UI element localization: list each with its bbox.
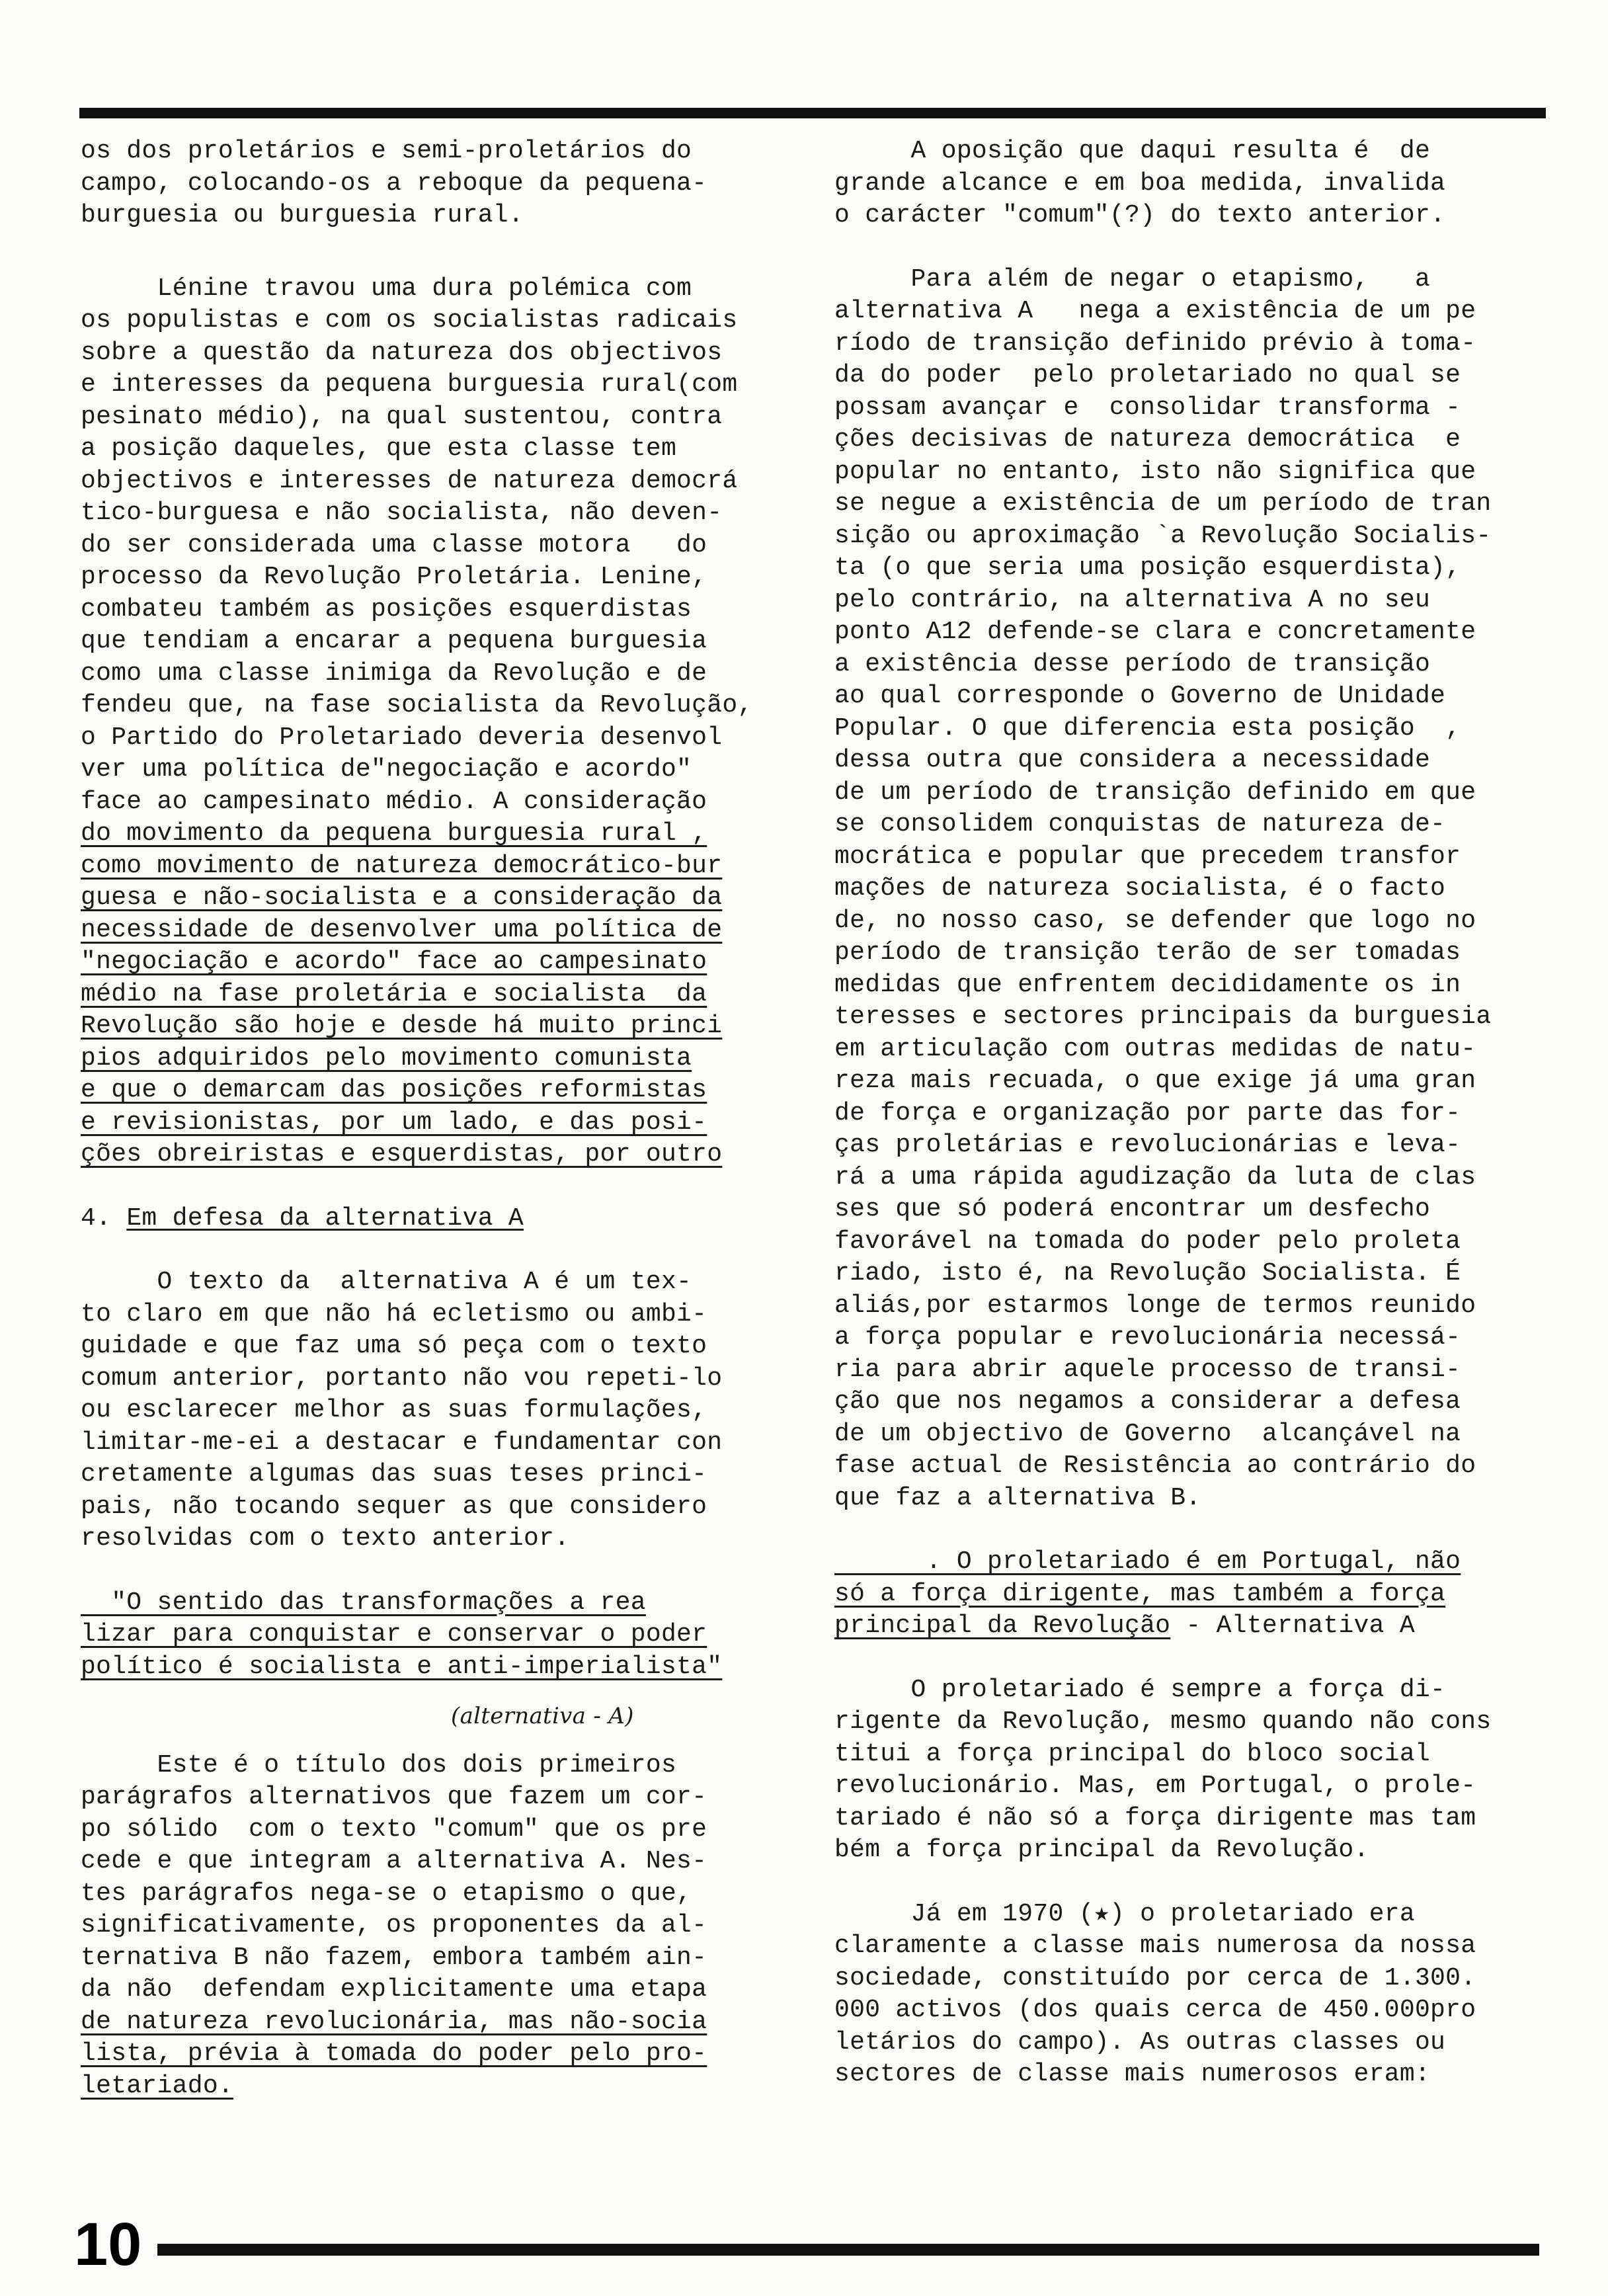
text-line: ponto A12 defende-se clara e concretamente <box>834 618 1476 646</box>
text-line: claramente a classe mais numerosa da nossa <box>834 1932 1476 1960</box>
text-line: face ao campesinato médio. A consideração <box>81 787 707 816</box>
text-line: O texto da alternativa A é um tex- <box>81 1268 692 1296</box>
text-line: significativamente, os proponentes da al- <box>81 1911 707 1940</box>
text-line: dessa outra que considera a necessidade <box>834 746 1431 774</box>
intro-paragraph <box>81 136 795 232</box>
heading-suffix: - Alternativa A <box>1170 1612 1415 1640</box>
text-line: mocrática e popular que precedem transfor <box>834 842 1461 871</box>
text-line: sociedade, constituído por cerca de 1.300. <box>834 1963 1476 1992</box>
text-line: se negue a existência de um período de tran <box>834 489 1492 518</box>
underlined-line: letariado. <box>81 2071 234 2100</box>
underlined-line: pios adquiridos pelo movimento comunista <box>81 1044 692 1073</box>
text-line: comum anterior, portanto não vou repeti-lo <box>81 1364 723 1393</box>
text-line: objectivos e interesses de natureza democrá <box>81 466 738 495</box>
text-line: ou esclarecer melhor as suas formulações, <box>81 1396 707 1424</box>
underlined-line: médio na fase proletária e socialista da <box>81 979 707 1008</box>
text-line: rigente da Revolução, mesmo quando não cons <box>834 1707 1492 1736</box>
underlined-line: e revisionistas, por um lado, e das posi- <box>81 1108 707 1137</box>
text-line: pesinato médio), na qual sustentou, contra <box>81 402 723 431</box>
text-line: a força popular e revolucionária necessá- <box>834 1323 1461 1352</box>
text-line: fase actual de Resistência ao contrário do <box>834 1452 1476 1480</box>
text-line: do ser considerada uma classe motora do <box>81 530 707 559</box>
text-line: ao qual corresponde o Governo de Unidade <box>834 682 1446 710</box>
handwritten-note: (alternativa - A) <box>451 1703 634 1729</box>
text-line: pais, não tocando sequer as que considero <box>81 1492 707 1521</box>
text-line: o Partido do Proletariado deveria desenvol <box>81 723 723 752</box>
text-line: período de transição terão de ser tomadas <box>834 938 1461 967</box>
text-line: se consolidem conquistas de natureza de- <box>834 810 1446 839</box>
text-line: riado, isto é, na Revolução Socialista. É <box>834 1259 1461 1288</box>
text-line: parágrafos alternativos que fazem um cor- <box>81 1783 707 1811</box>
quote-line: político é socialista e anti-imperialista" <box>81 1652 723 1681</box>
text-line: Popular. O que diferencia esta posição , <box>834 714 1461 743</box>
text-line: tes parágrafos nega-se o etapismo o que, <box>81 1879 692 1908</box>
text-line: campo, colocando-os a reboque da pequena- <box>81 169 707 198</box>
text-line: sobre a questão da natureza dos objectivos <box>81 338 723 367</box>
section-heading <box>81 1203 795 1235</box>
section-number: 4. <box>81 1204 127 1233</box>
text-line: que faz a alternativa B. <box>834 1483 1201 1512</box>
subsection-heading <box>834 1546 1548 1643</box>
text-line: alternativa A nega a existência de um pe <box>834 297 1476 325</box>
text-line: reza mais recuada, o que exige já uma gran <box>834 1067 1476 1095</box>
text-line: possam avançar e consolidar transforma - <box>834 393 1461 422</box>
text-line: Para além de negar o etapismo, a <box>834 265 1431 294</box>
quote-block <box>81 1587 795 1684</box>
text-line: da do poder pelo proletariado no qual se <box>834 361 1461 390</box>
text-line: ses que só poderá encontrar um desfecho <box>834 1195 1431 1223</box>
lenine-paragraph <box>81 273 795 1171</box>
texto-paragraph <box>81 1266 795 1555</box>
text-line: ver uma política de"negociação e acordo" <box>81 755 692 784</box>
text-line: da não defendam explicitamente uma etapa <box>81 1975 707 2004</box>
bottom-rule <box>157 2244 1539 2256</box>
este-paragraph <box>81 1750 795 2103</box>
text-line: A oposição que daqui resulta é de <box>834 137 1431 165</box>
text-line: Lénine travou uma dura polémica com <box>81 274 692 303</box>
text-line: os dos proletários e semi-proletários do <box>81 137 692 165</box>
text-line: letários do campo). As outras classes ou <box>834 2028 1446 2057</box>
text-line: titui a força principal do bloco social <box>834 1739 1431 1768</box>
text-line: popular no entanto, isto não significa que <box>834 457 1476 486</box>
text-line: sectores de classe mais numerosos eram: <box>834 2060 1431 2088</box>
text-line: de um período de transição definido em que <box>834 778 1476 807</box>
text-line: ta (o que seria uma posição esquerdista), <box>834 554 1461 582</box>
text-line: o carácter "comum"(?) do texto anterior. <box>834 201 1446 229</box>
text-line: e interesses da pequena burguesia rural(com <box>81 370 738 399</box>
text-line: favorável na tomada do poder pelo proleta <box>834 1227 1461 1256</box>
text-line: limitar-me-ei a destacar e fundamentar con <box>81 1428 723 1457</box>
text-line: cretamente algumas das suas teses princi- <box>81 1460 707 1489</box>
text-line: processo da Revolução Proletária. Lenine, <box>81 563 707 591</box>
text-line: aliás,por estarmos longe de termos reunido <box>834 1291 1476 1320</box>
heading-line: só a força dirigente, mas também a força <box>834 1579 1446 1608</box>
underlined-line: de natureza revolucionária, mas não-socia <box>81 2007 707 2036</box>
heading-line: . O proletariado é em Portugal, não <box>834 1547 1461 1576</box>
underlined-line: "negociação e acordo" face ao campesinato <box>81 948 707 976</box>
para-paragraph <box>834 264 1548 1515</box>
underlined-line: Revolução são hoje e desde há muito princi <box>81 1012 723 1040</box>
text-line: combateu também as posições esquerdistas <box>81 594 692 624</box>
underlined-line: como movimento de natureza democrático-bur <box>81 851 723 880</box>
text-line: medidas que enfrentem decididamente os in <box>834 970 1461 999</box>
text-line: 000 activos (dos quais cerca de 450.000pro <box>834 1996 1476 2024</box>
top-rule <box>79 108 1546 118</box>
text-line: cede e que integram a alternativa A. Nes- <box>81 1847 707 1875</box>
text-line: tariado é não só a força dirigente mas tam <box>834 1803 1476 1832</box>
text-line: ternativa B não fazem, embora também ain- <box>81 1943 707 1972</box>
underlined-line: guesa e não-socialista e a consideração da <box>81 883 723 912</box>
text-line: guidade e que faz uma só peça com o texto <box>81 1332 707 1360</box>
text-line: revolucionário. Mas, em Portugal, o prole- <box>834 1772 1476 1800</box>
text-line: po sólido com o texto "comum" que os pre <box>81 1815 707 1844</box>
oposicao-paragraph <box>834 136 1548 232</box>
text-line: de, no nosso caso, se defender que logo no <box>834 906 1476 935</box>
text-line: fendeu que, na fase socialista da Revolução, <box>81 691 753 719</box>
text-line: mações de natureza socialista, é o facto <box>834 874 1446 903</box>
text-line: a posição daqueles, que esta classe tem <box>81 434 677 463</box>
text-line: ria para abrir aquele processo de transi- <box>834 1355 1461 1384</box>
ja-paragraph <box>834 1899 1548 2091</box>
heading-line: principal da Revolução <box>834 1612 1171 1640</box>
text-line: de força e organização por parte das for- <box>834 1098 1461 1128</box>
text-line: ríodo de transição definido prévio à toma- <box>834 329 1476 358</box>
text-line: burguesia ou burguesia rural. <box>81 201 524 229</box>
underlined-line: ções obreiristas e esquerdistas, por outro <box>81 1140 723 1168</box>
text-line: a existência desse período de transição <box>834 649 1431 678</box>
quote-line: "O sentido das transformações a rea <box>81 1588 646 1617</box>
text-line: ções decisivas de natureza democrática e <box>834 425 1461 454</box>
text-line: pelo contrário, na alternativa A no seu <box>834 585 1431 614</box>
text-line: que tendiam a encarar a pequena burguesia <box>81 627 707 655</box>
underlined-line: lista, prévia à tomada do poder pelo pro- <box>81 2039 707 2068</box>
text-line: Este é o título dos dois primeiros <box>81 1750 677 1780</box>
text-line: ças proletárias e revolucionárias e leva- <box>834 1131 1461 1159</box>
text-line: rá a uma rápida agudização da luta de clas <box>834 1163 1476 1192</box>
text-line: Já em 1970 (★) o proletariado era <box>834 1899 1416 1928</box>
text-line: em articulação com outras medidas de natu- <box>834 1034 1476 1063</box>
left-column <box>81 136 795 2102</box>
text-line: O proletariado é sempre a força di- <box>834 1675 1446 1704</box>
text-line: resolvidas com o texto anterior. <box>81 1524 570 1553</box>
text-line: bém a força principal da Revolução. <box>834 1836 1369 1864</box>
text-line: tico-burguesa e não socialista, não deven- <box>81 499 723 527</box>
proletariado-paragraph <box>834 1674 1548 1867</box>
underlined-line: necessidade de desenvolver uma política de <box>81 915 723 944</box>
text-line: sição ou aproximação `a Revolução Socialis- <box>834 521 1492 550</box>
quote-line: lizar para conquistar e conservar o poder <box>81 1620 707 1649</box>
text-line: de um objectivo de Governo alcançável na <box>834 1419 1461 1448</box>
text-line: ção que nos negamos a considerar a defesa <box>834 1387 1461 1416</box>
page-number: 10 <box>74 2211 142 2278</box>
text-line: como uma classe inimiga da Revolução e de <box>81 659 707 688</box>
text-line: os populistas e com os socialistas radicais <box>81 306 738 335</box>
text-line: to claro em que não há ecletismo ou ambi- <box>81 1299 707 1329</box>
underlined-line: e que o demarcam das posições reformistas <box>81 1076 707 1104</box>
right-column <box>834 136 1548 2091</box>
text-line: teresses e sectores principais da burguesia <box>834 1003 1492 1031</box>
text-line: grande alcance e em boa medida, invalida <box>834 169 1446 198</box>
underlined-line: do movimento da pequena burguesia rural , <box>81 819 707 848</box>
section-title: Em defesa da alternativa A <box>126 1204 524 1233</box>
